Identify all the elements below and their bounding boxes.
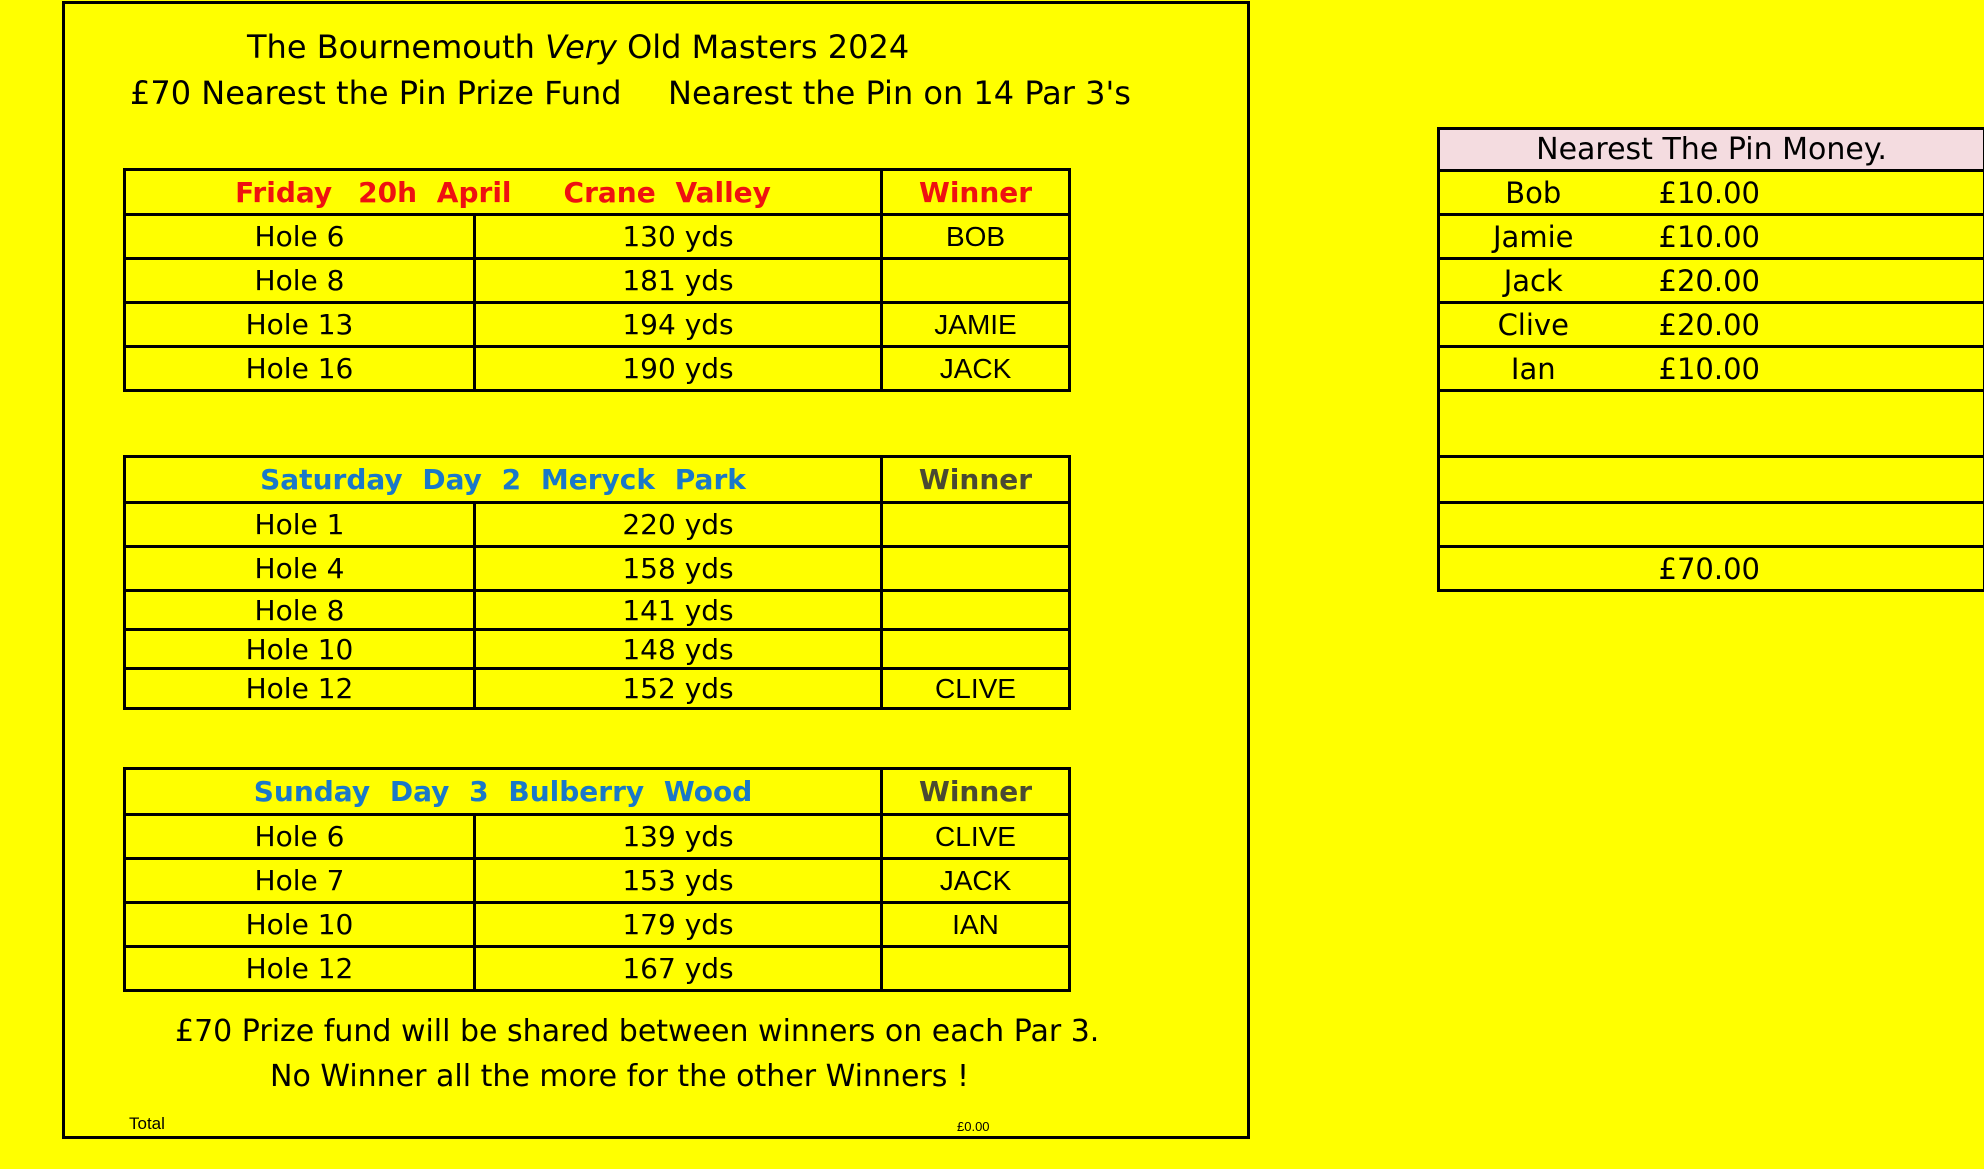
par3-note: Nearest the Pin on 14 Par 3's	[668, 74, 1131, 112]
money-name: Clive	[1439, 303, 1627, 347]
day3-winner-header: Winner	[882, 769, 1070, 815]
winner-cell: CLIVE	[882, 669, 1070, 709]
yards-cell: 130 yds	[475, 215, 882, 259]
day1-winner-header: Winner	[882, 170, 1070, 215]
day2-header: Saturday Day 2 Meryck Park	[125, 457, 882, 503]
money-amount: £20.00	[1627, 303, 1984, 347]
yards-cell: 181 yds	[475, 259, 882, 303]
hole-cell: Hole 12	[125, 669, 475, 709]
page-title: The Bournemouth Very Old Masters 2024	[247, 28, 910, 66]
yards-cell: 190 yds	[475, 347, 882, 391]
money-amount: £10.00	[1627, 215, 1984, 259]
hole-cell: Hole 8	[125, 259, 475, 303]
money-table	[1437, 127, 1984, 592]
day3-header: Sunday Day 3 Bulberry Wood	[125, 769, 882, 815]
money-amount: £10.00	[1627, 171, 1984, 215]
hole-cell: Hole 10	[125, 630, 475, 669]
total-value: £0.00	[957, 1119, 990, 1134]
yards-cell: 158 yds	[475, 547, 882, 591]
yards-cell: 179 yds	[475, 903, 882, 947]
winner-cell	[882, 259, 1070, 303]
winner-cell: BOB	[882, 215, 1070, 259]
money-blank-row	[1439, 457, 1984, 503]
winner-cell	[882, 591, 1070, 630]
winner-cell	[882, 947, 1070, 991]
hole-cell: Hole 16	[125, 347, 475, 391]
money-total-spacer	[1439, 547, 1627, 591]
winner-cell	[882, 503, 1070, 547]
yards-cell: 139 yds	[475, 815, 882, 859]
winner-cell: JACK	[882, 347, 1070, 391]
money-blank-row	[1439, 503, 1984, 547]
yards-cell: 141 yds	[475, 591, 882, 630]
money-name: Jack	[1439, 259, 1627, 303]
yards-cell: 167 yds	[475, 947, 882, 991]
footer-note-2: No Winner all the more for the other Winners !	[270, 1059, 969, 1094]
winner-cell: IAN	[882, 903, 1070, 947]
day3-table	[123, 767, 1071, 992]
winner-cell: CLIVE	[882, 815, 1070, 859]
hole-cell: Hole 12	[125, 947, 475, 991]
yards-cell: 153 yds	[475, 859, 882, 903]
day1-table	[123, 168, 1071, 392]
winner-cell	[882, 547, 1070, 591]
prize-fund-label: £70 Nearest the Pin Prize Fund	[130, 74, 622, 112]
money-title: Nearest The Pin Money.	[1439, 129, 1984, 171]
hole-cell: Hole 6	[125, 815, 475, 859]
total-label: Total	[129, 1114, 165, 1133]
hole-cell: Hole 7	[125, 859, 475, 903]
winner-cell: JACK	[882, 859, 1070, 903]
money-name: Ian	[1439, 347, 1627, 391]
money-amount: £10.00	[1627, 347, 1984, 391]
money-total: £70.00	[1627, 547, 1984, 591]
money-amount: £20.00	[1627, 259, 1984, 303]
money-blank-row	[1439, 391, 1984, 457]
hole-cell: Hole 8	[125, 591, 475, 630]
yards-cell: 194 yds	[475, 303, 882, 347]
footer-note-1: £70 Prize fund will be shared between winners on each Par 3.	[175, 1014, 1100, 1049]
hole-cell: Hole 1	[125, 503, 475, 547]
hole-cell: Hole 4	[125, 547, 475, 591]
yards-cell: 148 yds	[475, 630, 882, 669]
yards-cell: 220 yds	[475, 503, 882, 547]
hole-cell: Hole 10	[125, 903, 475, 947]
yards-cell: 152 yds	[475, 669, 882, 709]
day2-table	[123, 455, 1071, 710]
money-name: Jamie	[1439, 215, 1627, 259]
money-name: Bob	[1439, 171, 1627, 215]
hole-cell: Hole 6	[125, 215, 475, 259]
day1-header: Friday 20h April Crane Valley	[125, 170, 882, 215]
day2-winner-header: Winner	[882, 457, 1070, 503]
winner-cell	[882, 630, 1070, 669]
hole-cell: Hole 13	[125, 303, 475, 347]
winner-cell: JAMIE	[882, 303, 1070, 347]
